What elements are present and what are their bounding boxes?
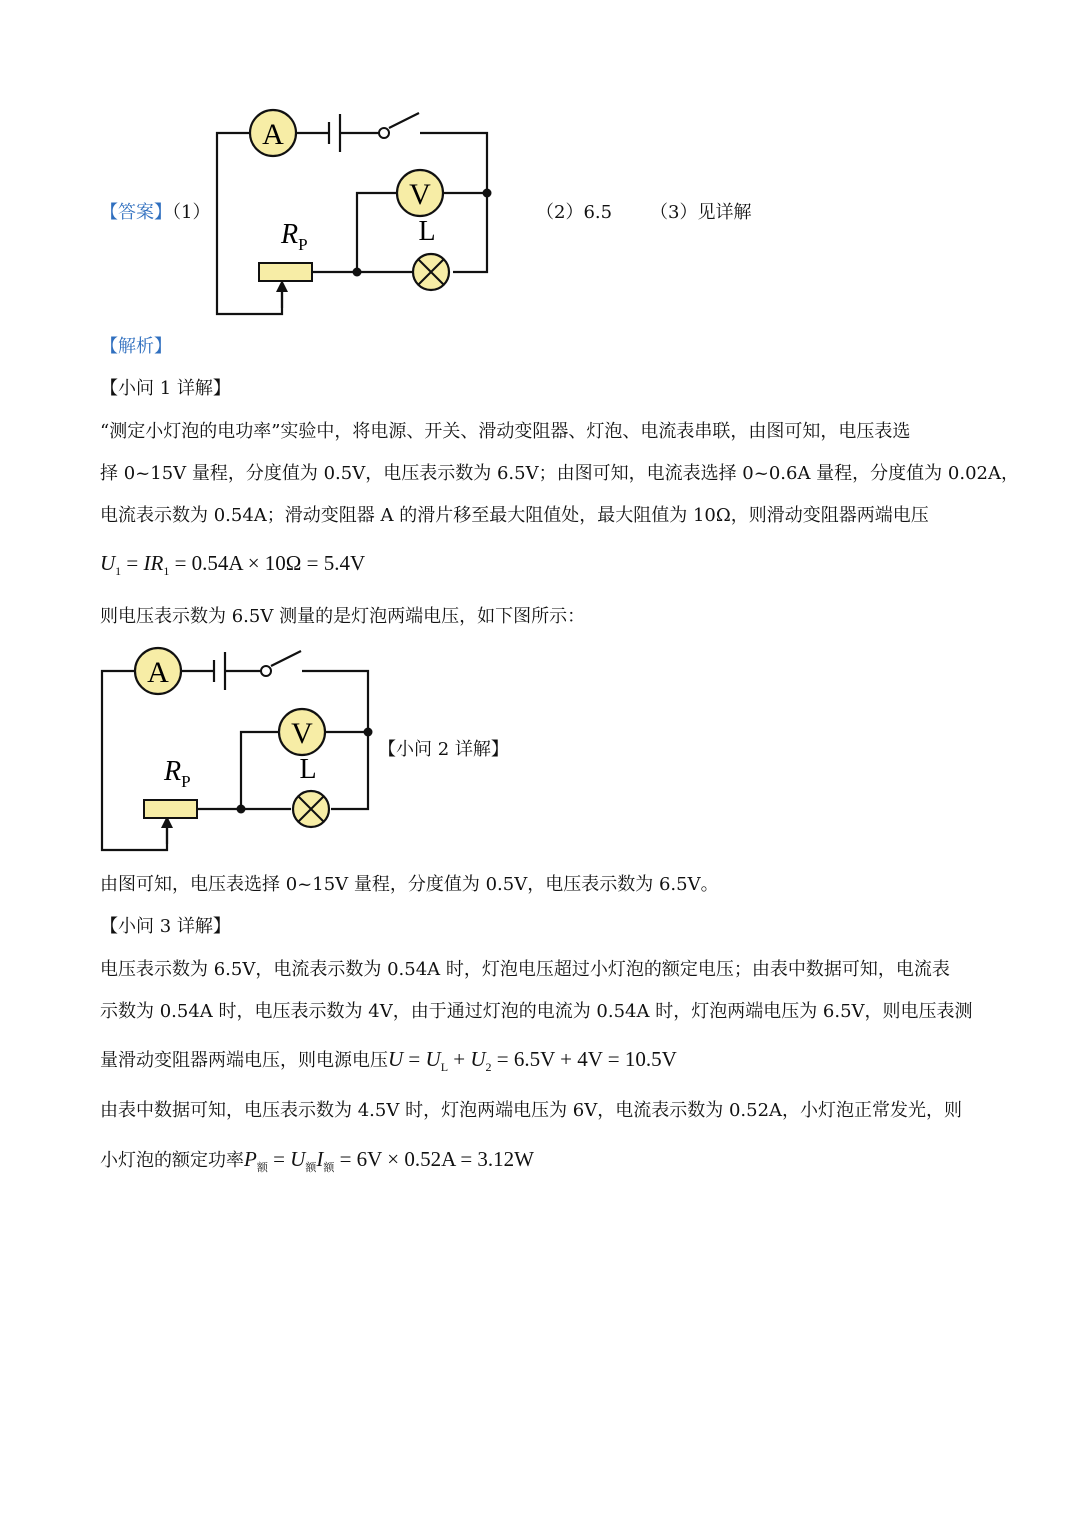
q3-line5: 小灯泡的额定功率$P_额 = U_额I_额 = 6V \times 0.52A = 3.12W$: [100, 1147, 534, 1174]
q3-formula1: $U = U_L + U_2 = 6.5V + 4V = 10.5V$: [388, 1047, 677, 1074]
q1-heading: 【小问 1 详解】: [100, 378, 231, 399]
voltmeter-label: V: [409, 178, 431, 211]
q3-line1: 电压表示数为 6.5V，电流表示数为 0.54A 时，灯泡电压超过小灯泡的额定电压；由表中数据可知，电流表: [100, 959, 950, 980]
rheostat-icon: [259, 263, 312, 281]
answer-part1-number: （1）: [172, 202, 211, 223]
q3-line3: 量滑动变阻器两端电压，则电源电压$U = U_L + U_2 = 6.5V + 4V = 10.5V$: [100, 1047, 677, 1074]
junction-dot: [353, 268, 362, 277]
junction-dot: [483, 189, 492, 198]
answer-line: [100, 201, 210, 225]
q2-text: 由图可知，电压表选择 0~15V 量程，分度值为 0.5V，电压表示数为 6.5V。: [100, 874, 719, 895]
answer-part2: （2）6.5: [536, 202, 613, 223]
switch-pivot-icon: [261, 666, 271, 676]
ammeter-label: A: [147, 656, 169, 689]
lamp-label: L: [418, 216, 436, 247]
q2-heading: 【小问 2 详解】: [378, 739, 509, 760]
analysis-label: 【解析】: [100, 336, 172, 357]
ammeter-label: A: [262, 118, 284, 151]
circuit-diagram-answer: [205, 108, 505, 318]
q3-line2: 示数为 0.54A 时，电压表示数为 4V，由于通过灯泡的电流为 0.54A 时，灯泡两端电压为 6.5V，则电压表测: [100, 1001, 973, 1022]
lamp-label: L: [299, 754, 317, 785]
switch-pivot-icon: [379, 128, 389, 138]
answer-label: 【答案】: [100, 202, 172, 223]
rheostat-label: $R_P$: [164, 756, 191, 791]
circuit-diagram-analysis: [90, 646, 390, 856]
q3-line4: 由表中数据可知，电压表示数为 4.5V 时，灯泡两端电压为 6V，电流表示数为 0.52A，小灯泡正常发光，则: [100, 1100, 963, 1121]
q3-formula2: $P_额 = U_额I_额 = 6V \times 0.52A = 3.12W$: [244, 1147, 534, 1174]
q1-line4: 则电压表示数为 6.5V 测量的是灯泡两端电压，如下图所示：: [100, 606, 586, 627]
junction-dot: [364, 728, 373, 737]
q3-heading: 【小问 3 详解】: [100, 916, 231, 937]
q1-line1: “测定小灯泡的电功率”实验中，将电源、开关、滑动变阻器、灯泡、电流表串联，由图可知，电压表选: [100, 421, 911, 442]
answer-part3: （3）见详解: [650, 202, 752, 223]
q1-formula: $U_1 = IR_1 = 0.54A \times 10\Omega = 5.4V$: [100, 551, 366, 578]
rheostat-icon: [144, 800, 197, 818]
q1-line2: 择 0~15V 量程，分度值为 0.5V，电压表示数为 6.5V；由图可知，电流表选择 0~0.6A 量程，分度值为 0.02A，: [100, 463, 1019, 484]
rheostat-label: $R_P$: [281, 219, 308, 254]
voltmeter-label: V: [291, 717, 313, 750]
q1-line3: 电流表示数为 0.54A；滑动变阻器 A 的滑片移至最大阻值处，最大阻值为 10Ω，则滑动变阻器两端电压: [100, 505, 929, 526]
junction-dot: [237, 805, 246, 814]
